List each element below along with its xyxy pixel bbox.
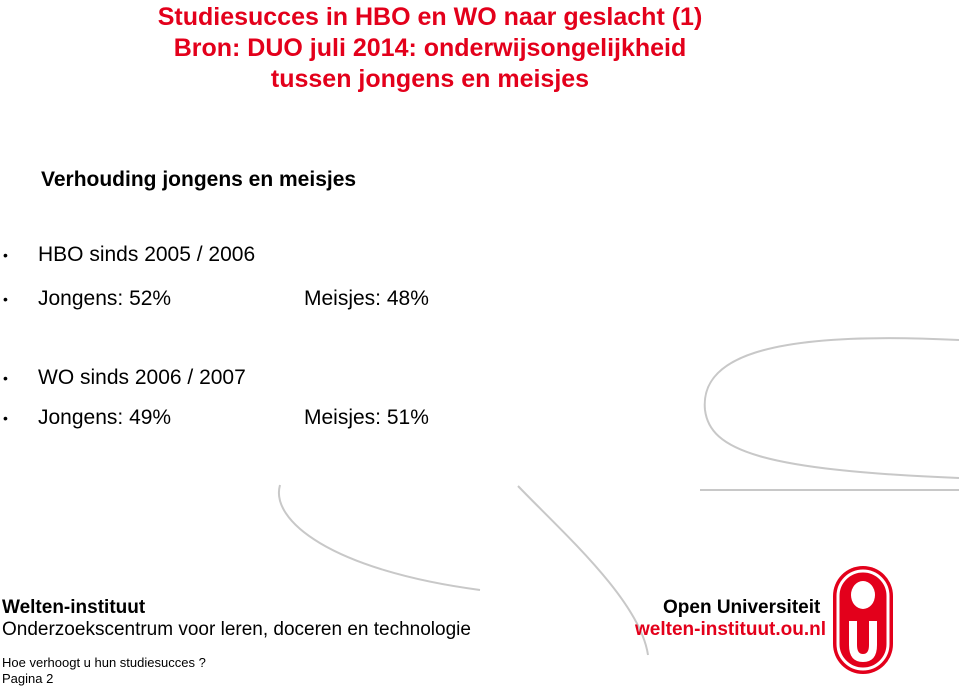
title-line-2: Bron: DUO juli 2014: onderwijsongelijkheid bbox=[173, 34, 687, 62]
welten-instituut-label: Welten-instituut bbox=[2, 597, 146, 618]
section-subtitle: Verhouding jongens en meisjes bbox=[41, 168, 357, 191]
welten-instituut-subtitle: Onderzoekscentrum voor leren, doceren en technologie bbox=[2, 619, 471, 640]
bullet-text: Jongens: 52% bbox=[38, 287, 172, 310]
bullet-text: Jongens: 49% bbox=[38, 406, 172, 429]
slide-title bbox=[60, 2, 800, 95]
title-line-1: Studiesucces in HBO en WO naar geslacht (1) bbox=[157, 3, 703, 31]
page-number: Pagina 2 bbox=[2, 671, 54, 686]
open-universiteit-label: Open Universiteit bbox=[663, 597, 821, 618]
bullet-text: WO sinds 2006 / 2007 bbox=[38, 366, 246, 389]
bullet-text-secondary: Meisjes: 48% bbox=[304, 287, 429, 310]
title-line-3: tussen jongens en meisjes bbox=[270, 65, 590, 93]
bullet-icon: • bbox=[3, 247, 8, 263]
bullet-text: HBO sinds 2005 / 2006 bbox=[38, 243, 256, 266]
website-url[interactable]: welten-instituut.ou.nl bbox=[635, 619, 827, 640]
bullet-text-secondary: Meisjes: 51% bbox=[304, 406, 429, 429]
footer-title: Hoe verhoogt u hun studiesucces ? bbox=[2, 655, 206, 670]
bullet-icon: • bbox=[3, 370, 8, 386]
bullet-icon: • bbox=[3, 410, 8, 426]
bullet-icon: • bbox=[3, 291, 8, 307]
open-universiteit-logo-icon bbox=[832, 565, 894, 675]
